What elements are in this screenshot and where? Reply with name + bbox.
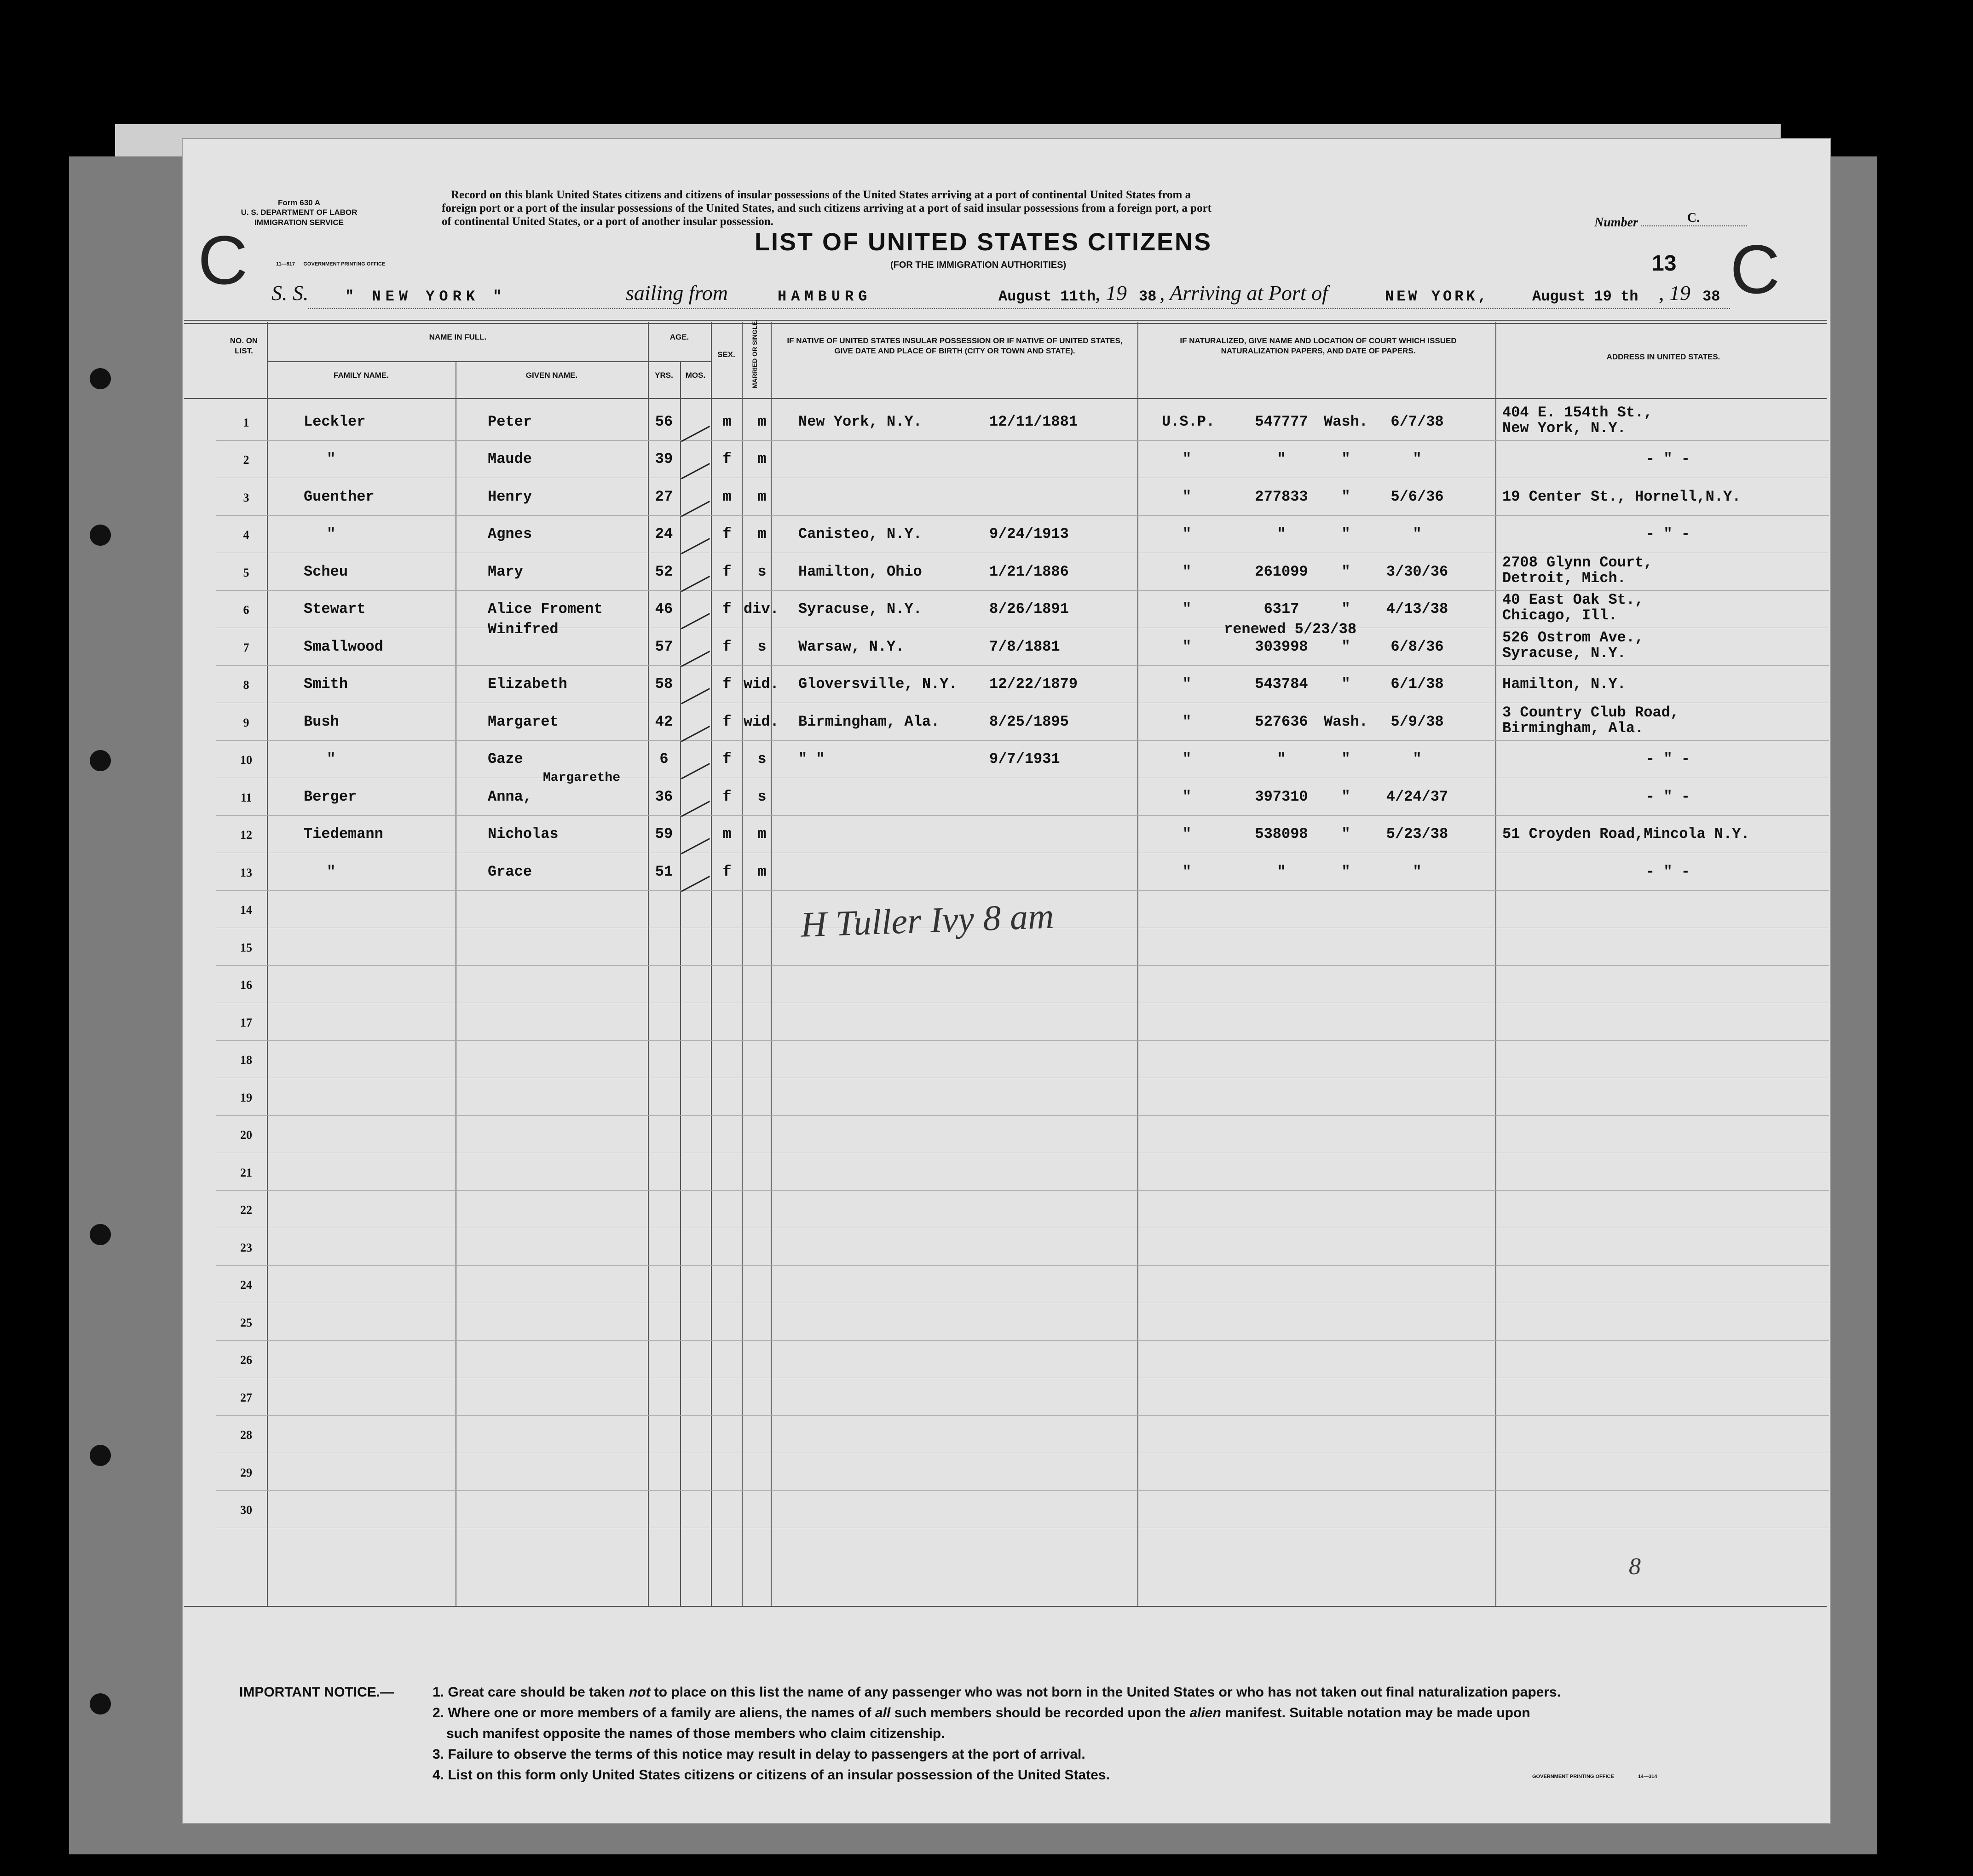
paper-date: 5/9/38 bbox=[1390, 713, 1444, 730]
family-name: Stewart bbox=[304, 600, 366, 618]
row-number: 14 bbox=[240, 903, 252, 917]
address-line-1: - " - bbox=[1645, 863, 1690, 880]
sex: f bbox=[722, 788, 732, 805]
given-name: Maude bbox=[488, 450, 532, 468]
department-label: U. S. DEPARTMENT OF LABOR bbox=[241, 208, 358, 217]
given-name: Grace bbox=[488, 863, 532, 880]
sex: f bbox=[722, 675, 732, 693]
row-number: 4 bbox=[243, 528, 249, 542]
given-name: Winifred bbox=[488, 621, 559, 638]
given-name: Agnes bbox=[488, 525, 532, 543]
certificate-number: " bbox=[1277, 450, 1286, 468]
binder-hole bbox=[90, 750, 111, 771]
row-number: 28 bbox=[240, 1428, 252, 1442]
row-number: 19 bbox=[240, 1091, 252, 1104]
column-divider bbox=[1495, 322, 1496, 1606]
given-name: Anna, bbox=[488, 788, 532, 805]
birth-place: Canisteo, N.Y. bbox=[798, 525, 922, 543]
row-number: 7 bbox=[243, 641, 249, 654]
binder-hole bbox=[90, 1224, 111, 1245]
marital-status: m bbox=[757, 488, 767, 505]
notice-label: IMPORTANT NOTICE.— bbox=[239, 1685, 394, 1700]
notice-text: manifest. Suitable notation may be made upon bbox=[1221, 1705, 1530, 1720]
paper-date: 5/23/38 bbox=[1386, 825, 1448, 843]
sex: m bbox=[722, 488, 732, 505]
sex: m bbox=[722, 825, 732, 843]
certificate-number: 261099 bbox=[1255, 563, 1308, 580]
row-number: 17 bbox=[240, 1016, 252, 1029]
given-name: Elizabeth bbox=[488, 675, 567, 693]
footer-printing bbox=[1532, 1774, 1657, 1779]
printing-label: GOVERNMENT PRINTING OFFICE bbox=[303, 261, 386, 267]
address-line-2: Birmingham, Ala. bbox=[1502, 720, 1644, 737]
arrival-date: August 19 th bbox=[1532, 288, 1638, 305]
row-number: 22 bbox=[240, 1203, 252, 1217]
printing-office-code bbox=[276, 261, 385, 267]
marital-status: m bbox=[757, 863, 767, 880]
court: " bbox=[1183, 713, 1192, 730]
age-years: 24 bbox=[655, 525, 673, 543]
binder-hole bbox=[90, 368, 111, 389]
column-divider bbox=[267, 322, 268, 1606]
col-age: AGE. bbox=[669, 333, 689, 341]
age-years: 51 bbox=[655, 863, 673, 880]
paper-date: " bbox=[1413, 450, 1422, 468]
arriving-label: , Arriving at Port of bbox=[1160, 281, 1328, 305]
arrival-year: 38 bbox=[1702, 288, 1720, 305]
notice-emphasis: not bbox=[629, 1685, 651, 1700]
row-number: 10 bbox=[240, 753, 252, 767]
col-naturalized: IF NATURALIZED, GIVE NAME AND LOCATION OF COURT WHICH ISSUED NATURALIZATION PAPERS, AND DATE OF PAPERS. bbox=[1180, 336, 1457, 356]
address-line-1: - " - bbox=[1645, 788, 1690, 805]
column-divider bbox=[648, 322, 649, 1606]
sex: f bbox=[722, 450, 732, 468]
address-line-1: 3 Country Club Road, bbox=[1502, 704, 1679, 721]
court-location: " bbox=[1341, 525, 1350, 543]
age-years: 36 bbox=[655, 788, 673, 805]
marital-status: s bbox=[757, 563, 767, 580]
row-number: 29 bbox=[240, 1466, 252, 1479]
row-number: 21 bbox=[240, 1166, 252, 1179]
marital-status: s bbox=[757, 638, 767, 655]
row-number: 25 bbox=[240, 1316, 252, 1329]
sex: f bbox=[722, 863, 732, 880]
arrival-port: NEW YORK, bbox=[1385, 288, 1489, 305]
ss-label: S. S. bbox=[271, 281, 309, 305]
col-married-single: MARRIED OR SINGLE. bbox=[750, 319, 758, 389]
court-location: Wash. bbox=[1323, 713, 1368, 730]
col-given-name: GIVEN NAME. bbox=[525, 371, 578, 380]
court: " bbox=[1183, 863, 1192, 880]
birth-place: Hamilton, Ohio bbox=[798, 563, 922, 580]
court-location: " bbox=[1341, 863, 1350, 880]
col-no-on-list: NO. ON LIST. bbox=[230, 336, 258, 356]
paper-date: 6/1/38 bbox=[1390, 675, 1444, 693]
row-number: 1 bbox=[243, 416, 249, 429]
handwritten-inspector-note: H Tuller Ivy 8 am bbox=[800, 895, 1055, 945]
binder-hole bbox=[90, 1693, 111, 1714]
renewal-note: renewed 5/23/38 bbox=[1224, 621, 1357, 638]
court-location: " bbox=[1341, 600, 1350, 618]
birth-place: Birmingham, Ala. bbox=[798, 713, 940, 730]
age-years: 39 bbox=[655, 450, 673, 468]
sex: f bbox=[722, 600, 732, 618]
departure-date: August 11th bbox=[998, 288, 1096, 305]
table-bottom-rule bbox=[184, 1606, 1827, 1607]
family-name: Berger bbox=[304, 788, 357, 805]
sailing-from-label: sailing from bbox=[626, 281, 728, 305]
row-rule bbox=[216, 440, 1829, 441]
family-name: Guenther bbox=[304, 488, 375, 505]
certificate-number: 527636 bbox=[1255, 713, 1308, 730]
address-line-1: 404 E. 154th St., bbox=[1502, 404, 1653, 421]
number-rule bbox=[1641, 211, 1747, 226]
court: " bbox=[1183, 788, 1192, 805]
intro-line: of continental United States, or a port of another insular possession. bbox=[442, 215, 773, 228]
corner-mark-left: C bbox=[198, 221, 248, 299]
column-divider bbox=[711, 322, 712, 1606]
certificate-number: " bbox=[1277, 525, 1286, 543]
departure-year: 38 bbox=[1139, 288, 1157, 305]
notice-emphasis: alien bbox=[1189, 1705, 1221, 1720]
birth-date: 9/24/1913 bbox=[989, 525, 1069, 543]
row-number: 11 bbox=[240, 791, 252, 804]
paper-date: " bbox=[1413, 863, 1422, 880]
family-name: " bbox=[327, 750, 336, 768]
family-name: Tiedemann bbox=[304, 825, 383, 843]
court-location: " bbox=[1341, 675, 1350, 693]
family-name: " bbox=[327, 863, 336, 880]
family-name: " bbox=[327, 450, 336, 468]
sex: f bbox=[722, 638, 732, 655]
address-line-1: - " - bbox=[1645, 525, 1690, 543]
arrival-year-prefix: , 19 bbox=[1659, 281, 1690, 305]
row-rule bbox=[216, 665, 1829, 666]
court: " bbox=[1183, 450, 1192, 468]
court: U.S.P. bbox=[1162, 413, 1215, 430]
age-years: 27 bbox=[655, 488, 673, 505]
intro-text bbox=[442, 189, 1518, 228]
court: " bbox=[1183, 675, 1192, 693]
notice-emphasis: all bbox=[875, 1705, 891, 1720]
court-location: " bbox=[1341, 638, 1350, 655]
row-rule bbox=[216, 1340, 1829, 1341]
page-title: LIST OF UNITED STATES CITIZENS bbox=[755, 228, 1212, 256]
given-name: Mary bbox=[488, 563, 523, 580]
notice-text: such members should be recorded upon the bbox=[890, 1705, 1190, 1720]
address-line-1: 526 Ostrom Ave., bbox=[1502, 629, 1644, 646]
given-name-note: Margarethe bbox=[543, 771, 621, 785]
voyage-rule bbox=[308, 308, 1730, 309]
row-number: 18 bbox=[240, 1053, 252, 1067]
table-top-rule bbox=[184, 320, 1827, 321]
notice-item-2-cont: such manifest opposite the names of those members who claim citizenship. bbox=[446, 1726, 945, 1741]
certificate-number: " bbox=[1277, 863, 1286, 880]
column-divider bbox=[680, 361, 681, 1606]
address-line-1: 40 East Oak St., bbox=[1502, 591, 1644, 608]
notice-text: to place on this list the name of any passenger who was not born in the United States or who has not taken out final naturalization papers. bbox=[650, 1685, 1561, 1700]
marital-status: div. bbox=[744, 600, 779, 618]
row-rule bbox=[216, 1265, 1829, 1266]
sex: m bbox=[722, 413, 732, 430]
address-line-1: 51 Croyden Road,Mincola N.Y. bbox=[1502, 825, 1750, 843]
certificate-number: 6317 bbox=[1263, 600, 1299, 618]
family-name: Scheu bbox=[304, 563, 348, 580]
row-number: 3 bbox=[243, 491, 249, 504]
departure-port: HAMBURG bbox=[778, 288, 872, 305]
birth-date: 9/7/1931 bbox=[989, 750, 1060, 768]
voyage-line bbox=[271, 281, 1744, 313]
page-subtitle: (FOR THE IMMIGRATION AUTHORITIES) bbox=[890, 260, 1067, 270]
row-number: 6 bbox=[243, 603, 249, 617]
age-years: 57 bbox=[655, 638, 673, 655]
column-divider bbox=[1137, 322, 1138, 1606]
birth-place: Warsaw, N.Y. bbox=[798, 638, 905, 655]
paper-date: 6/7/38 bbox=[1390, 413, 1444, 430]
sex: f bbox=[722, 525, 732, 543]
col-family-name: FAMILY NAME. bbox=[334, 371, 389, 380]
age-years: 58 bbox=[655, 675, 673, 693]
row-number: 20 bbox=[240, 1128, 252, 1142]
sex: f bbox=[722, 713, 732, 730]
col-yrs: YRS. bbox=[655, 371, 673, 380]
given-name: Henry bbox=[488, 488, 532, 505]
address-line-1: 19 Center St., Hornell,N.Y. bbox=[1502, 488, 1741, 505]
row-number: 13 bbox=[240, 866, 252, 879]
marital-status: m bbox=[757, 825, 767, 843]
binder-hole bbox=[90, 1445, 111, 1466]
given-name: Alice Froment bbox=[488, 600, 603, 618]
age-years: 42 bbox=[655, 713, 673, 730]
court: " bbox=[1183, 563, 1192, 580]
footer-code: 14—314 bbox=[1638, 1774, 1657, 1779]
birth-place: Syracuse, N.Y. bbox=[798, 600, 922, 618]
marital-status: s bbox=[757, 788, 767, 805]
form-number: Form 630 A bbox=[278, 198, 320, 207]
paper-date: 6/8/36 bbox=[1390, 638, 1444, 655]
departure-year-prefix: , 19 bbox=[1095, 281, 1127, 305]
notice-item-1 bbox=[433, 1682, 1561, 1703]
binder-hole bbox=[90, 525, 111, 546]
certificate-number: 303998 bbox=[1255, 638, 1308, 655]
birth-date: 8/26/1891 bbox=[989, 600, 1069, 618]
name-subheader-rule bbox=[268, 361, 712, 362]
paper-date: 5/6/36 bbox=[1390, 488, 1444, 505]
list-number bbox=[1594, 211, 1747, 230]
row-rule bbox=[216, 1490, 1829, 1491]
corner-mark-right: C bbox=[1730, 231, 1780, 308]
number-label: Number bbox=[1594, 215, 1638, 230]
col-sex: SEX. bbox=[717, 350, 735, 359]
sex: f bbox=[722, 563, 732, 580]
given-name: Margaret bbox=[488, 713, 559, 730]
row-rule bbox=[216, 1415, 1829, 1416]
birth-date: 12/11/1881 bbox=[989, 413, 1078, 430]
row-number: 9 bbox=[243, 716, 249, 729]
col-name-in-full: NAME IN FULL. bbox=[429, 333, 487, 341]
paper-date: 4/13/38 bbox=[1386, 600, 1448, 618]
col-birth: IF NATIVE OF UNITED STATES INSULAR POSSESSION OR IF NATIVE OF UNITED STATES, GIVE DATE AND PLACE OF BIRTH (CITY OR TOWN AND STATE). bbox=[787, 336, 1123, 356]
notice-text: 2. Where one or more members of a family are aliens, the names of bbox=[433, 1705, 875, 1720]
paper-date: " bbox=[1413, 525, 1422, 543]
printing-code: 11—817 bbox=[276, 261, 295, 267]
given-name: Gaze bbox=[488, 750, 523, 768]
paper-date: 4/24/37 bbox=[1386, 788, 1448, 805]
certificate-number: " bbox=[1277, 750, 1286, 768]
court: " bbox=[1183, 638, 1192, 655]
age-years: 46 bbox=[655, 600, 673, 618]
table-top-rule bbox=[184, 323, 1827, 324]
header-bottom-rule bbox=[184, 398, 1827, 399]
age-years: 6 bbox=[659, 750, 669, 768]
birth-date: 7/8/1881 bbox=[989, 638, 1060, 655]
row-rule bbox=[216, 1040, 1829, 1041]
court-location: " bbox=[1341, 488, 1350, 505]
birth-date: 1/21/1886 bbox=[989, 563, 1069, 580]
certificate-number: 397310 bbox=[1255, 788, 1308, 805]
notice-item-2 bbox=[433, 1703, 1530, 1723]
certificate-number: 547777 bbox=[1255, 413, 1308, 430]
age-years: 56 bbox=[655, 413, 673, 430]
age-years: 59 bbox=[655, 825, 673, 843]
paper-date: 3/30/36 bbox=[1386, 563, 1448, 580]
row-number: 30 bbox=[240, 1503, 252, 1517]
service-label: IMMIGRATION SERVICE bbox=[254, 218, 344, 227]
court-location: " bbox=[1341, 750, 1350, 768]
row-rule bbox=[216, 1190, 1829, 1191]
column-divider bbox=[771, 322, 772, 1606]
footer-printing-label: GOVERNMENT PRINTING OFFICE bbox=[1532, 1774, 1614, 1779]
address-line-1: 2708 Glynn Court, bbox=[1502, 554, 1653, 571]
intro-line: foreign port or a port of the insular possessions of the United States, and such citizens arriving at a port of said insular possessions from a foreign port, a port bbox=[442, 202, 1211, 214]
notice-item-3: 3. Failure to observe the terms of this notice may result in delay to passengers at the port of arrival. bbox=[433, 1747, 1085, 1762]
row-number: 23 bbox=[240, 1241, 252, 1254]
birth-place: " " bbox=[798, 750, 825, 768]
manifest-sheet bbox=[182, 138, 1831, 1824]
row-number: 26 bbox=[240, 1353, 252, 1367]
court: " bbox=[1183, 488, 1192, 505]
court-location: Wash. bbox=[1323, 413, 1368, 430]
row-number: 12 bbox=[240, 828, 252, 842]
family-name: Smallwood bbox=[304, 638, 383, 655]
paper-date: " bbox=[1413, 750, 1422, 768]
birth-place: Gloversville, N.Y. bbox=[798, 675, 958, 693]
court: " bbox=[1183, 600, 1192, 618]
address-line-2: Detroit, Mich. bbox=[1502, 570, 1626, 587]
family-name: Bush bbox=[304, 713, 339, 730]
row-number: 27 bbox=[240, 1391, 252, 1404]
marital-status: m bbox=[757, 525, 767, 543]
age-years: 52 bbox=[655, 563, 673, 580]
family-name: Leckler bbox=[304, 413, 366, 430]
certificate-number: 543784 bbox=[1255, 675, 1308, 693]
court: " bbox=[1183, 825, 1192, 843]
row-number: 15 bbox=[240, 941, 252, 954]
intro-line: Record on this blank United States citizens and citizens of insular possessions of the United States arriving at a port of continental United States from a bbox=[451, 189, 1191, 201]
birth-date: 8/25/1895 bbox=[989, 713, 1069, 730]
family-name: Smith bbox=[304, 675, 348, 693]
court: " bbox=[1183, 750, 1192, 768]
address-line-2: Chicago, Ill. bbox=[1502, 607, 1617, 624]
court: " bbox=[1183, 525, 1192, 543]
certificate-number: 277833 bbox=[1255, 488, 1308, 505]
address-line-2: New York, N.Y. bbox=[1502, 420, 1626, 437]
form-id-block bbox=[239, 198, 359, 227]
court-location: " bbox=[1341, 450, 1350, 468]
number-value: C. bbox=[1687, 211, 1700, 225]
row-rule bbox=[216, 965, 1829, 966]
row-rule bbox=[216, 590, 1829, 591]
row-number: 8 bbox=[243, 678, 249, 692]
sex: f bbox=[722, 750, 732, 768]
page-tally: 8 bbox=[1629, 1553, 1641, 1580]
court-location: " bbox=[1341, 788, 1350, 805]
ship-name: " NEW YORK " bbox=[345, 288, 507, 305]
row-number: 24 bbox=[240, 1278, 252, 1292]
birth-date: 12/22/1879 bbox=[989, 675, 1078, 693]
marital-status: s bbox=[757, 750, 767, 768]
row-number: 5 bbox=[243, 566, 249, 579]
row-rule bbox=[216, 815, 1829, 816]
address-line-2: Syracuse, N.Y. bbox=[1502, 645, 1626, 662]
col-mos: MOS. bbox=[685, 371, 706, 380]
column-divider bbox=[742, 322, 743, 1606]
col-address: ADDRESS IN UNITED STATES. bbox=[1606, 352, 1720, 361]
row-rule bbox=[216, 515, 1829, 516]
marital-status: wid. bbox=[744, 675, 779, 693]
court-location: " bbox=[1341, 563, 1350, 580]
row-number: 2 bbox=[243, 453, 249, 467]
marital-status: wid. bbox=[744, 713, 779, 730]
notice-text: 1. Great care should be taken bbox=[433, 1685, 629, 1700]
certificate-number: 538098 bbox=[1255, 825, 1308, 843]
marital-status: m bbox=[757, 450, 767, 468]
given-name: Nicholas bbox=[488, 825, 559, 843]
row-rule bbox=[216, 740, 1829, 741]
row-rule bbox=[216, 890, 1829, 891]
address-line-1: Hamilton, N.Y. bbox=[1502, 675, 1626, 693]
address-line-1: - " - bbox=[1645, 450, 1690, 468]
row-number: 16 bbox=[240, 978, 252, 992]
address-line-1: - " - bbox=[1645, 750, 1690, 768]
family-name: " bbox=[327, 525, 336, 543]
page-number: 13 bbox=[1652, 251, 1677, 276]
birth-place: New York, N.Y. bbox=[798, 413, 922, 430]
court-location: " bbox=[1341, 825, 1350, 843]
row-rule bbox=[216, 1115, 1829, 1116]
marital-status: m bbox=[757, 413, 767, 430]
given-name: Peter bbox=[488, 413, 532, 430]
notice-item-4: 4. List on this form only United States citizens or citizens of an insular possession of the United States. bbox=[433, 1767, 1110, 1783]
